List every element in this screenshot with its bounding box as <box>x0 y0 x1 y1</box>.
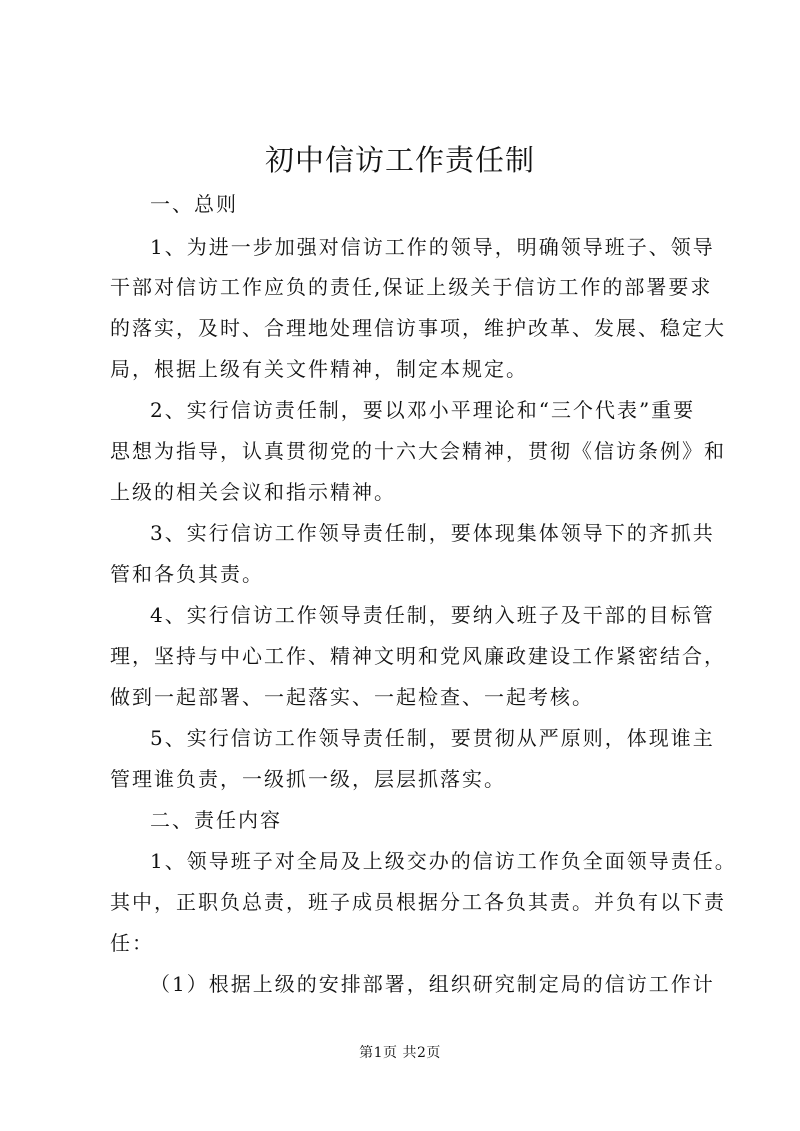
section-heading-general: 一、总则 <box>150 192 238 216</box>
text-line: 上级的相关会议和指示精神。 <box>110 480 396 504</box>
text-line: 思想为指导，认真贯彻党的十六大会精神，贯彻《信访条例》和 <box>110 439 726 463</box>
text-line: 的落实，及时、合理地处理信访事项，维护改革、发展、稳定大 <box>110 316 726 340</box>
page-footer: 第1页 共2页 <box>359 1045 441 1061</box>
text-line: 4、实行信访工作领导责任制，要纳入班子及干部的目标管 <box>150 603 715 627</box>
text-line: （1）根据上级的安排部署，组织研究制定局的信访工作计 <box>150 972 715 996</box>
text-line: 1、领导班子对全局及上级交办的信访工作负全面领导责任。 <box>150 849 737 873</box>
text-line: 做到一起部署、一起落实、一起检查、一起考核。 <box>110 685 594 709</box>
text-line: 局，根据上级有关文件精神，制定本规定。 <box>110 357 528 381</box>
text-line: 任： <box>110 931 154 955</box>
text-line: 管理谁负责，一级抓一级，层层抓落实。 <box>110 767 506 791</box>
text-line: 管和各负其责。 <box>110 562 264 586</box>
text-line: 5、实行信访工作领导责任制，要贯彻从严原则，体现谁主 <box>150 726 715 750</box>
text-line: 干部对信访工作应负的责任,保证上级关于信访工作的部署要求 <box>110 275 713 299</box>
text-line: 2、实行信访责任制，要以邓小平理论和“三个代表”重要 <box>150 398 696 422</box>
section-heading-responsibilities: 二、责任内容 <box>150 808 282 832</box>
text-line: 3、实行信访工作领导责任制，要体现集体领导下的齐抓共 <box>150 521 715 545</box>
text-line: 其中，正职负总责，班子成员根据分工各负其责。并负有以下责 <box>110 890 726 914</box>
document-title: 初中信访工作责任制 <box>264 143 535 177</box>
text-line: 理，坚持与中心工作、精神文明和党风廉政建设工作紧密结合， <box>110 644 726 668</box>
text-line: 1、为进一步加强对信访工作的领导，明确领导班子、领导 <box>150 235 715 259</box>
